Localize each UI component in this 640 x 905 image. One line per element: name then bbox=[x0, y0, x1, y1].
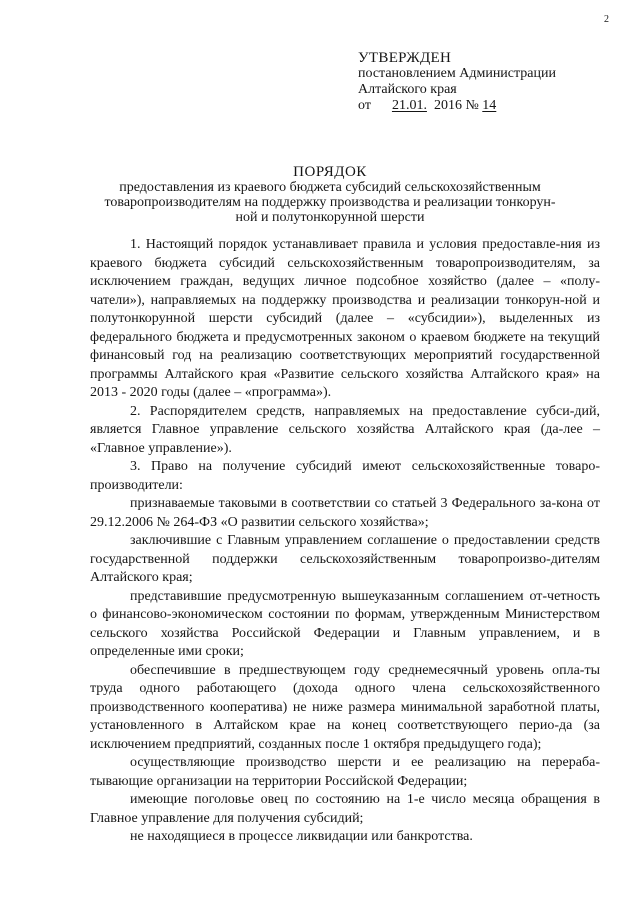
heading-title: ПОРЯДОК bbox=[293, 164, 367, 180]
approval-line-2: Алтайского края bbox=[358, 82, 457, 97]
approval-title: УТВЕРЖДЕН bbox=[358, 50, 452, 66]
document-body bbox=[90, 236, 600, 847]
heading-line-3: ной и полутонкорунной шерсти bbox=[235, 210, 425, 225]
date-value: 21.01. bbox=[391, 98, 427, 113]
paragraph-7: обеспечившие в предшествующем году среднемесячный уровень опла-ты труда одного работающего (дохода одного члена сельскохозяйственного производственного кооператива) не ниже размера минимальной заработной платы, установленного в Алтайском крае на конец соответствующего перио-да (за исключением предприятий, созданных после 1 октября предыдущего года); bbox=[90, 662, 600, 752]
heading-line-2: товаропроизводителям на поддержку производства и реализации тонкорун- bbox=[104, 195, 556, 210]
paragraph-5: заключившие с Главным управлением соглашение о предоставлении средств государственной поддержки сельскохозяйственным товаропроизво-дителям Алтайского края; bbox=[90, 533, 600, 585]
approval-line-1: постановлением Администрации bbox=[358, 66, 556, 81]
paragraph-9: имеющие поголовье овец по состоянию на 1-е число месяца обращения в Главное управление для получения субсидий; bbox=[90, 792, 600, 826]
number-value: 14 bbox=[482, 98, 497, 113]
approval-date-line bbox=[358, 98, 618, 114]
paragraph-6: представившие предусмотренную вышеуказанным соглашением от-четность о финансово-экономическом состоянии по формам, утвержденным Министерством сельского хозяйства Российской Федерации и Главным управлением, и в определенные ими сроки; bbox=[90, 588, 600, 659]
paragraph-1: 1. Настоящий порядок устанавливает правила и условия предоставле-ния из краевого бюджета субсидий сельскохозяйственным товаропроизводителям, за исключением граждан, ведущих личное подсобное хозяйство (далее – «полу-чатели»), направляемых на поддержку производства и реализации тонкорун-ной и полутонкорунной шерсти субсидий (далее – «субсидии»), выделенных из федерального бюджета и предусмотренных законом о краевом бюджете на текущий финансовый год на реализацию соответствующих мероприятий государственной программы Алтайского края «Развитие сельского хозяйства Алтайского края» на 2013 - 2020 годы (далее – «программа»). bbox=[90, 237, 600, 400]
page-number: 2 bbox=[604, 14, 609, 25]
date-prefix: от bbox=[358, 98, 371, 113]
paragraph-4: признаваемые таковыми в соответствии со статьей 3 Федерального за-кона от 29.12.2006 № 264-ФЗ «О развитии сельского хозяйства»; bbox=[90, 496, 600, 530]
paragraph-3: 3. Право на получение субсидий имеют сельскохозяйственные товаро-производители: bbox=[90, 459, 600, 493]
paragraph-2: 2. Распорядителем средств, направляемых на предоставление субси-дий, является Главное управление сельского хозяйства Алтайского края (да-лее – «Главное управление»). bbox=[90, 403, 600, 456]
year-text: 2016 № bbox=[433, 98, 479, 113]
approval-stamp bbox=[358, 50, 618, 114]
paragraph-10: не находящиеся в процессе ликвидации или банкротства. bbox=[130, 829, 473, 844]
document-heading bbox=[80, 165, 580, 225]
paragraph-8: осуществляющие производство шерсти и ее реализацию на перераба-тывающие организации на территории Российской Федерации; bbox=[90, 755, 600, 789]
heading-line-1: предоставления из краевого бюджета субсидий сельскохозяйственным bbox=[119, 180, 541, 195]
